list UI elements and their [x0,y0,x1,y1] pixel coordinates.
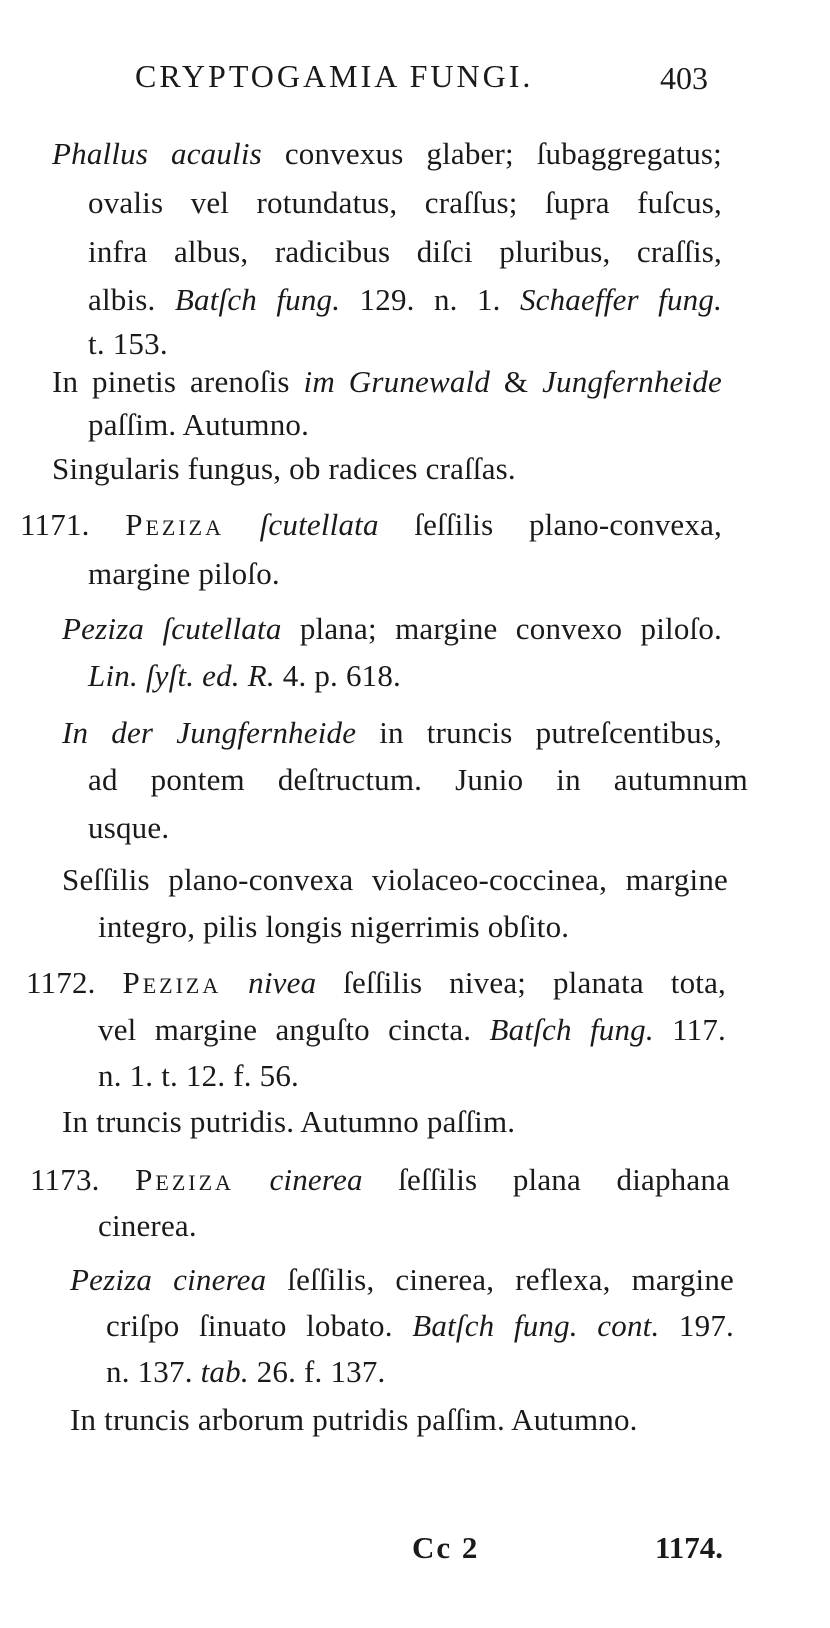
text-line [88,405,309,445]
text-run: Seſſilis plano-convexa violaceo-coccinea, margine [62,862,728,897]
text-run: criſpo ſinuato lobato. [106,1308,413,1343]
text-run [234,1162,270,1197]
page-number: 403 [660,60,708,96]
text-run: 117. [653,1012,726,1047]
text-line [26,963,726,1003]
text-run: 4. p. 618. [274,658,401,693]
text-run: margine piloſo. [88,556,280,591]
text-run: ſeſſilis, cinerea, reflexa, margine [266,1262,734,1297]
text-line [88,232,722,272]
text-run: ovalis vel rotundatus, craſſus; ſupra fuſcus, [88,185,722,220]
text-run: ſeſſilis plano-convexa, [378,507,722,542]
text-run: ad pontem deſtructum. Junio in autumnum [88,762,748,797]
text-run: 197. [659,1308,734,1343]
text-line [52,134,722,174]
text-run: n. 137. [106,1354,201,1389]
text-run: Phallus acaulis [52,136,262,171]
text-line [62,1102,515,1142]
text-run: Singularis fungus, ob radices craſſas. [52,451,516,486]
text-run: In truncis arborum putridis paſſim. Autumno. [70,1402,638,1437]
text-line [98,907,569,947]
text-run: albis. [88,282,175,317]
text-run: 1171. [20,507,126,542]
text-line [98,1206,197,1246]
text-line [20,505,722,545]
text-run [221,965,248,1000]
text-run: ſeſſilis nivea; planata tota, [316,965,726,1000]
text-run: n. 1. t. 12. f. 56. [98,1058,299,1093]
text-line [88,324,168,364]
text-line [106,1352,386,1392]
text-run: plana; margine convexo piloſo. [281,611,723,646]
text-run: Peziza ſcutellata [62,611,282,646]
text-line [106,1306,734,1346]
text-run: tab. [200,1354,249,1389]
text-run: Peziza [122,965,222,1000]
text-run: in truncis putreſcentibus, [356,715,722,750]
text-run: ſcutellata [259,507,379,542]
text-run: 1173. [30,1162,136,1197]
text-run: In truncis putridis. Autumno paſſim. [62,1104,516,1139]
text-line [70,1400,638,1440]
text-run: integro, pilis longis nigerrimis obſito. [98,909,570,944]
text-line [88,183,722,223]
text-line [98,1056,299,1096]
text-line [52,362,722,402]
text-run: In der Jungfernheide [62,715,357,750]
text-run: t. 153. [88,326,168,361]
text-line [88,656,401,696]
text-run: Batſch fung. cont. [412,1308,660,1343]
text-run: 26. f. 137. [248,1354,386,1389]
running-title: CRYPTOGAMIA FUNGI. [135,58,534,94]
text-line [62,860,728,900]
text-run: Batſch fung. [174,282,341,317]
signature-mark: Cc 2 [412,1530,480,1565]
text-run: Schaeffer fung. [519,282,723,317]
text-line [30,1160,730,1200]
text-run: Lin. ſyſt. ed. R. [88,658,275,693]
text-line [88,554,280,594]
text-line [98,1010,726,1050]
text-run [224,507,260,542]
text-line [70,1260,734,1300]
text-run: infra albus, radicibus diſci pluribus, craſſis, [88,234,722,269]
text-run: & [490,364,543,399]
text-run: im Grunewald [303,364,491,399]
catchword: 1174. [655,1530,724,1565]
text-run: Peziza cinerea [70,1262,267,1297]
text-run: cinerea [269,1162,363,1197]
text-run: paſſim. Autumno. [88,407,310,442]
text-run: 1172. [26,965,123,1000]
text-run: vel margine anguſto cincta. [98,1012,490,1047]
text-run: cinerea. [98,1208,197,1243]
text-run: In pinetis arenoſis [52,364,304,399]
text-line [52,449,516,489]
text-run: Peziza [125,507,224,542]
text-run: ſeſſilis plana diaphana [362,1162,730,1197]
text-run: convexus glaber; ſubaggregatus; [261,136,722,171]
text-run: usque. [88,810,170,845]
text-run: Jungfernheide [542,364,722,399]
text-run: Batſch fung. [489,1012,654,1047]
text-line [62,713,722,753]
text-run: 129. n. 1. [340,282,520,317]
text-line [88,808,169,848]
text-run: Peziza [135,1162,234,1197]
text-line [88,280,722,320]
text-line [62,609,722,649]
text-run: nivea [248,965,317,1000]
text-line [88,760,748,800]
